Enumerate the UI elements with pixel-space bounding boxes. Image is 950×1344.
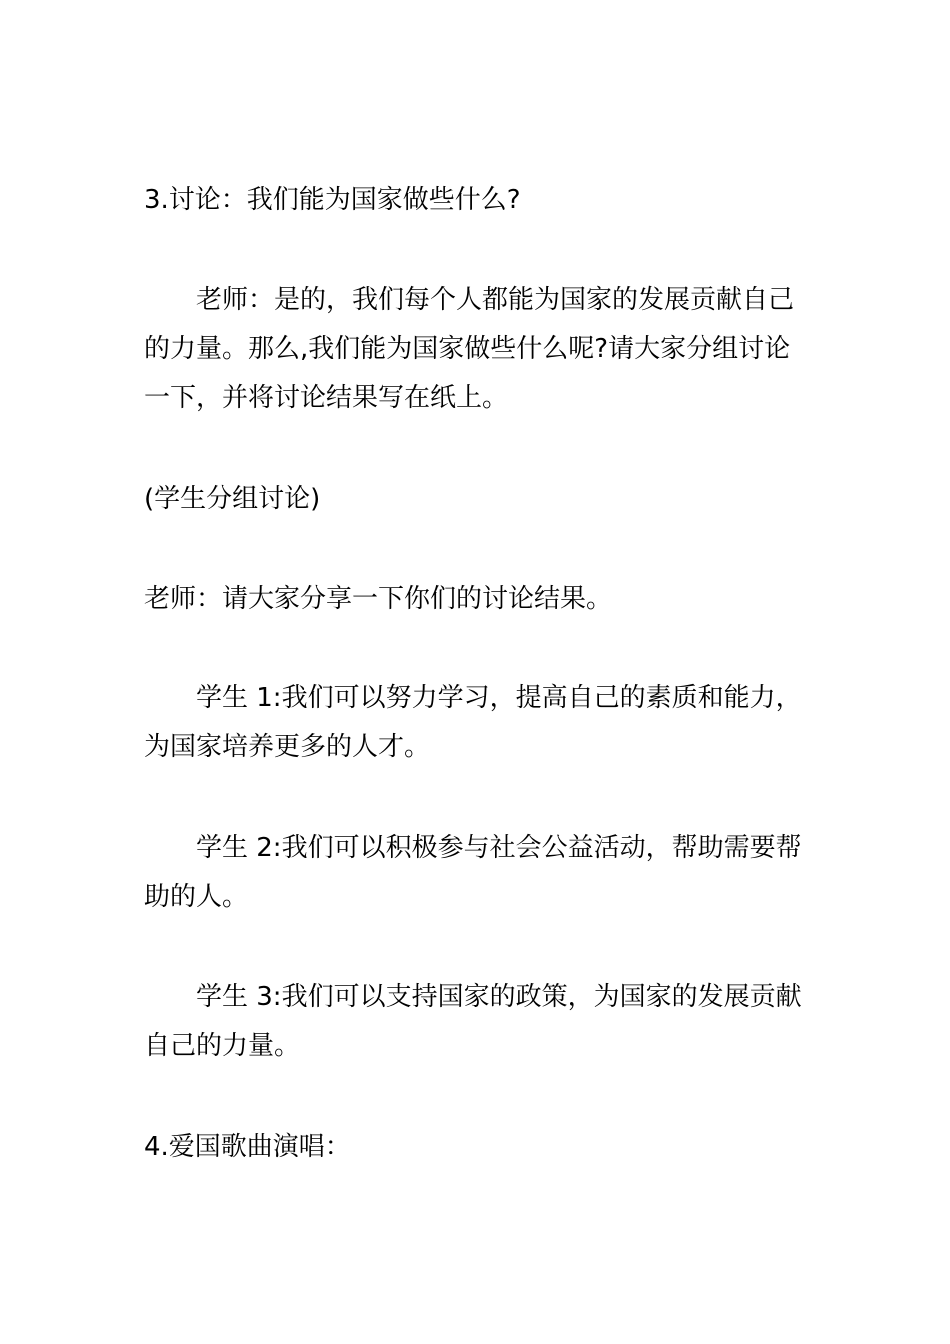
- heading-discussion: 3.讨论：我们能为国家做些什么?: [144, 185, 521, 215]
- student-group-discussion-note: (学生分组讨论): [144, 484, 321, 514]
- student-1-paragraph: 学生 1:我们可以努力学习，提高自己的素质和能力，为国家培养更多的人才。: [144, 683, 802, 762]
- student-2-paragraph: 学生 2:我们可以积极参与社会公益活动，帮助需要帮助的人。: [144, 833, 802, 912]
- teacher-prompt-paragraph: 老师：是的，我们每个人都能为国家的发展贡献自己的力量。那么,我们能为国家做些什么呢?请大家分组讨论一下，并将讨论结果写在纸上。: [144, 285, 795, 413]
- heading-patriotic-song: 4.爱国歌曲演唱：: [144, 1132, 351, 1162]
- student-3-paragraph: 学生 3:我们可以支持国家的政策，为国家的发展贡献自己的力量。: [144, 982, 802, 1061]
- teacher-share-paragraph: 老师：请大家分享一下你们的讨论结果。: [144, 584, 613, 614]
